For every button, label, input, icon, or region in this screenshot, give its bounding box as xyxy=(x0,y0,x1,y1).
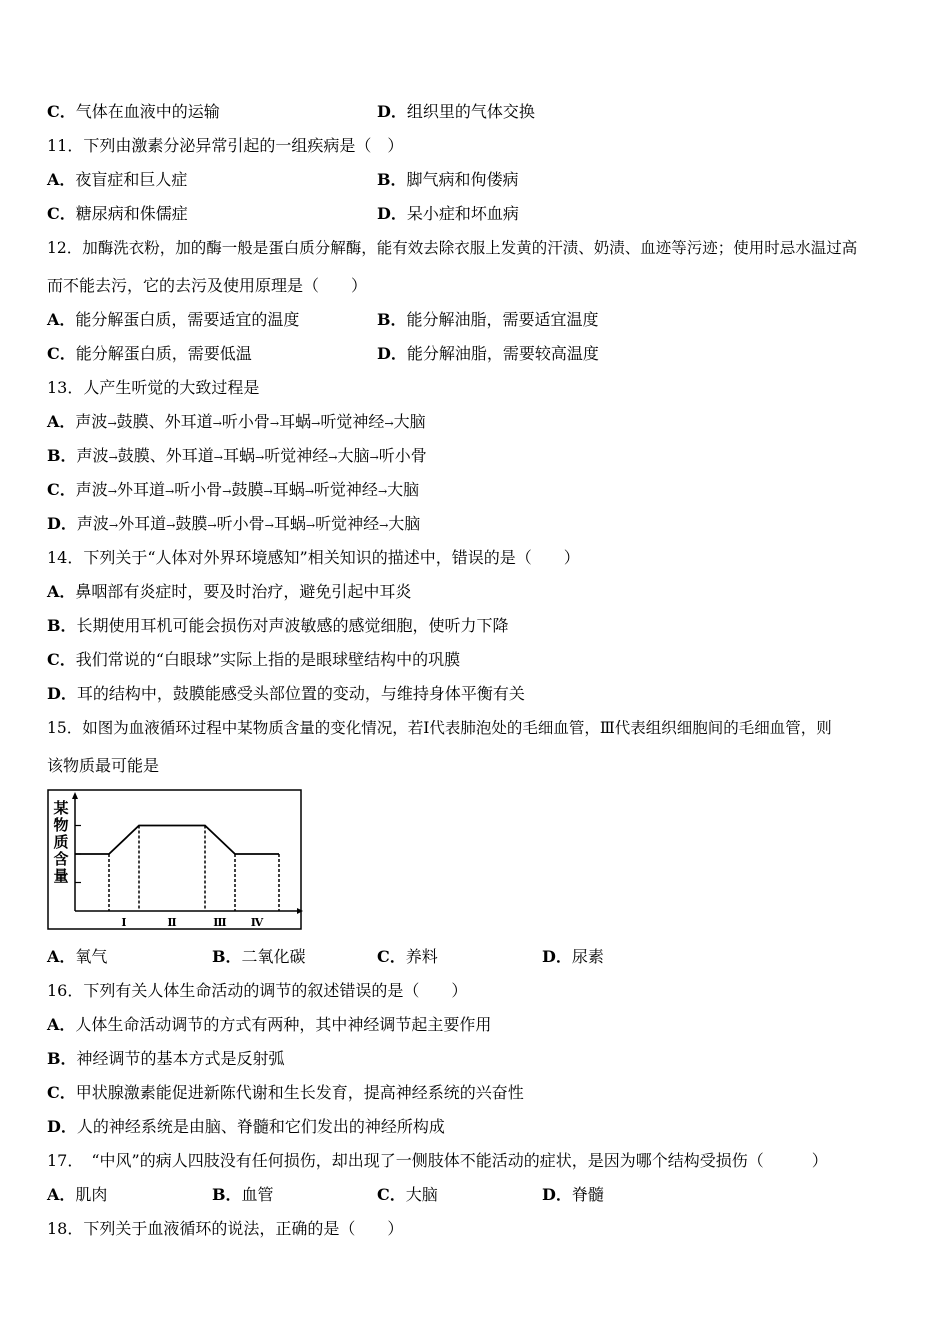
process-step: 声波 xyxy=(75,412,108,431)
arrow-icon: → xyxy=(108,451,118,464)
q16-stem: 16．下列有关人体生命活动的调节的叙述错误的是（ ） xyxy=(47,981,468,1000)
q13-option-d xyxy=(47,514,420,536)
option-label: C． xyxy=(47,1083,76,1102)
q10-option-d xyxy=(377,102,535,122)
q16-option-c xyxy=(47,1083,524,1103)
option-label: D． xyxy=(542,1185,572,1204)
option-text: 组织里的气体交换 xyxy=(406,102,535,121)
option-label: D． xyxy=(47,1117,77,1136)
option-text: 尿素 xyxy=(571,947,604,966)
arrow-icon: → xyxy=(269,417,280,430)
process-step: 声波 xyxy=(76,446,109,465)
arrow-icon: → xyxy=(166,519,176,532)
arrow-icon: → xyxy=(213,451,223,464)
option-label: B． xyxy=(212,1185,242,1204)
option-text: 气体在血液中的运输 xyxy=(75,102,220,121)
q11-option-b xyxy=(377,170,519,190)
process-step: 耳蜗 xyxy=(273,514,306,533)
option-text: 人的神经系统是由脑、脊髓和它们发出的神经所构成 xyxy=(76,1117,445,1136)
option-text: 氧气 xyxy=(75,947,108,966)
option-label: D． xyxy=(377,102,407,121)
option-label: C． xyxy=(377,1185,406,1204)
process-step: 听觉神经 xyxy=(320,412,385,431)
option-text: 甲状腺激素能促进新陈代谢和生长发育，提高神经系统的兴奋性 xyxy=(75,1083,524,1102)
option-text: 脊髓 xyxy=(571,1185,604,1204)
q11-option-c xyxy=(47,204,188,224)
graph-frame xyxy=(48,790,301,929)
arrow-icon: → xyxy=(207,519,217,532)
process-step: 听觉神经 xyxy=(264,446,329,465)
process-step: 听小骨 xyxy=(174,480,223,499)
process-step: 大脑 xyxy=(387,480,420,499)
option-label: B． xyxy=(47,446,77,465)
option-label: C． xyxy=(377,947,406,966)
option-text: 能分解蛋白质，需要适宜的温度 xyxy=(75,310,300,329)
option-text: 夜盲症和巨人症 xyxy=(75,170,188,189)
y-label-char: 质 xyxy=(53,833,69,851)
arrow-icon: → xyxy=(379,519,389,532)
process-step: 声波 xyxy=(76,514,109,533)
q13-option-a xyxy=(47,412,426,434)
option-label: B． xyxy=(212,947,242,966)
arrow-icon: → xyxy=(311,417,321,430)
x-tick-label: Ⅳ xyxy=(250,916,264,929)
x-tick-label: Ⅲ xyxy=(213,916,227,929)
arrow-icon: → xyxy=(212,417,222,430)
option-text: 神经调节的基本方式是反射弧 xyxy=(76,1049,285,1068)
option-label: D． xyxy=(47,514,77,533)
arrow-icon: → xyxy=(165,485,175,498)
substance-content-graph xyxy=(47,789,303,931)
option-label: A． xyxy=(47,170,76,189)
q14-option-c xyxy=(47,650,460,670)
q17-option-d xyxy=(542,1185,604,1205)
q14-option-d xyxy=(47,684,525,704)
arrow-icon: → xyxy=(304,485,314,498)
q11-stem: 11．下列由激素分泌异常引起的一组疾病是（ ） xyxy=(47,136,404,155)
option-label: B． xyxy=(377,310,407,329)
q15-option-b xyxy=(212,947,306,967)
arrow-icon: → xyxy=(264,519,274,532)
q16-option-a xyxy=(47,1015,491,1035)
x-tick-labels xyxy=(121,916,263,929)
process-step: 大脑 xyxy=(388,514,421,533)
q15-option-c xyxy=(377,947,438,967)
q17-option-b xyxy=(212,1185,274,1205)
arrow-icon: → xyxy=(255,451,265,464)
option-text: 糖尿病和侏儒症 xyxy=(75,204,188,223)
q13-stem: 13．人产生听觉的大致过程是 xyxy=(47,378,260,397)
arrow-icon: → xyxy=(377,485,388,498)
arrow-icon: → xyxy=(108,519,119,532)
process-step: 听小骨 xyxy=(221,412,270,431)
option-label: A． xyxy=(47,947,76,966)
y-label-char: 量 xyxy=(53,867,69,885)
option-label: B． xyxy=(47,1049,77,1068)
option-text: 肌肉 xyxy=(75,1185,108,1204)
option-text: 呆小症和坏血病 xyxy=(406,204,519,223)
q12-option-b xyxy=(377,310,599,330)
y-label-char: 物 xyxy=(53,816,69,834)
option-text: 能分解蛋白质，需要低温 xyxy=(75,344,252,363)
process-step: 大脑 xyxy=(393,412,426,431)
process-step: 鼓膜、外耳道 xyxy=(116,412,213,431)
option-text: 人体生命活动调节的方式有两种，其中神经调节起主要作用 xyxy=(75,1015,492,1034)
q17-option-c xyxy=(377,1185,438,1205)
arrow-icon: → xyxy=(369,451,379,464)
process-step: 声波 xyxy=(75,480,108,499)
process-step: 外耳道 xyxy=(116,480,165,499)
q16-option-b xyxy=(47,1049,285,1069)
option-text: 大脑 xyxy=(405,1185,438,1204)
option-label: D． xyxy=(377,204,407,223)
q15-stem-line1: 15．如图为血液循环过程中某物质含量的变化情况，若Ⅰ代表肺泡处的毛细血管，Ⅲ代表组织细胞间的毛细血管，则 xyxy=(47,719,832,737)
arrow-icon: → xyxy=(107,485,117,498)
option-label: A． xyxy=(47,1015,76,1034)
option-label: C． xyxy=(47,344,76,363)
x-axis-arrow xyxy=(297,908,303,914)
q13-option-b xyxy=(47,446,427,468)
q17-option-a xyxy=(47,1185,107,1205)
q16-option-d xyxy=(47,1117,445,1137)
option-text: 鼻咽部有炎症时，要及时治疗，避免引起中耳炎 xyxy=(75,582,412,601)
option-text: 我们常说的“白眼球”实际上指的是眼球壁结构中的巩膜 xyxy=(75,650,461,669)
option-label: A． xyxy=(47,1185,76,1204)
process-step: 外耳道 xyxy=(118,514,167,533)
option-text: 耳的结构中，鼓膜能感受头部位置的变动，与维持身体平衡有关 xyxy=(76,684,525,703)
q10-option-c xyxy=(47,102,220,122)
arrow-icon: → xyxy=(305,519,316,532)
process-step: 鼓膜 xyxy=(231,480,264,499)
process-step: 耳蜗 xyxy=(279,412,312,431)
q12-option-c xyxy=(47,344,252,364)
option-text: 长期使用耳机可能会损伤对声波敏感的感觉细胞，使听力下降 xyxy=(76,616,509,635)
q12-option-d xyxy=(377,344,599,364)
y-axis-arrow xyxy=(72,792,78,799)
option-label: B． xyxy=(377,170,407,189)
process-step: 耳蜗 xyxy=(223,446,256,465)
option-label: B． xyxy=(47,616,77,635)
process-step: 听觉神经 xyxy=(313,480,378,499)
option-label: D． xyxy=(377,344,407,363)
q15-stem-line2: 该物质最可能是 xyxy=(47,756,160,775)
q14-option-b xyxy=(47,616,509,636)
option-label: D． xyxy=(542,947,572,966)
option-text: 能分解油脂，需要较高温度 xyxy=(406,344,599,363)
q14-option-a xyxy=(47,582,411,602)
option-text: 二氧化碳 xyxy=(241,947,306,966)
q17-stem: 17． “中风”的病人四肢没有任何损伤，却出现了一侧肢体不能活动的症状，是因为哪个结构受损伤（ ） xyxy=(47,1151,828,1170)
option-label: A． xyxy=(47,310,76,329)
content-line xyxy=(75,826,279,855)
q18-stem: 18．下列关于血液循环的说法，正确的是（ ） xyxy=(47,1219,404,1238)
q12-stem-line2: 而不能去污，它的去污及使用原理是（ ） xyxy=(47,276,368,295)
arrow-icon: → xyxy=(263,485,273,498)
option-label: A． xyxy=(47,582,76,601)
option-label: C． xyxy=(47,480,76,499)
process-step: 听小骨 xyxy=(216,514,265,533)
q11-option-d xyxy=(377,204,519,224)
option-label: C． xyxy=(47,650,76,669)
option-text: 血管 xyxy=(241,1185,274,1204)
process-step: 鼓膜、外耳道 xyxy=(117,446,214,465)
y-label-char: 某 xyxy=(53,799,69,817)
arrow-icon: → xyxy=(328,451,338,464)
process-step: 鼓膜 xyxy=(175,514,208,533)
process-step: 听小骨 xyxy=(378,446,427,465)
option-label: A． xyxy=(47,412,76,431)
region-dividers xyxy=(109,826,279,912)
option-text: 脚气病和佝偻病 xyxy=(406,170,519,189)
option-text: 能分解油脂，需要适宜温度 xyxy=(406,310,599,329)
process-step: 耳蜗 xyxy=(272,480,305,499)
y-label-char: 含 xyxy=(53,850,69,868)
q12-stem-line1: 12．加酶洗衣粉，加的酶一般是蛋白质分解酶，能有效去除衣服上发黄的汗渍、奶渍、血迹等污迹；使用时忌水温过高 xyxy=(47,239,858,257)
option-label: D． xyxy=(47,684,77,703)
process-step: 大脑 xyxy=(337,446,370,465)
q11-option-a xyxy=(47,170,187,190)
q12-option-a xyxy=(47,310,299,330)
option-text: 养料 xyxy=(405,947,438,966)
option-label: C． xyxy=(47,102,76,121)
q15-option-a xyxy=(47,947,107,967)
q14-stem: 14．下列关于“人体对外界环境感知”相关知识的描述中，错误的是（ ） xyxy=(47,548,580,567)
option-label: C． xyxy=(47,204,76,223)
q13-option-c xyxy=(47,480,419,502)
x-tick-label: Ⅱ xyxy=(167,916,177,929)
process-step: 听觉神经 xyxy=(315,514,380,533)
x-tick-label: Ⅰ xyxy=(121,916,127,929)
arrow-icon: → xyxy=(384,417,394,430)
y-axis-label xyxy=(53,799,68,885)
arrow-icon: → xyxy=(222,485,232,498)
q15-option-d xyxy=(542,947,604,967)
arrow-icon: → xyxy=(107,417,117,430)
